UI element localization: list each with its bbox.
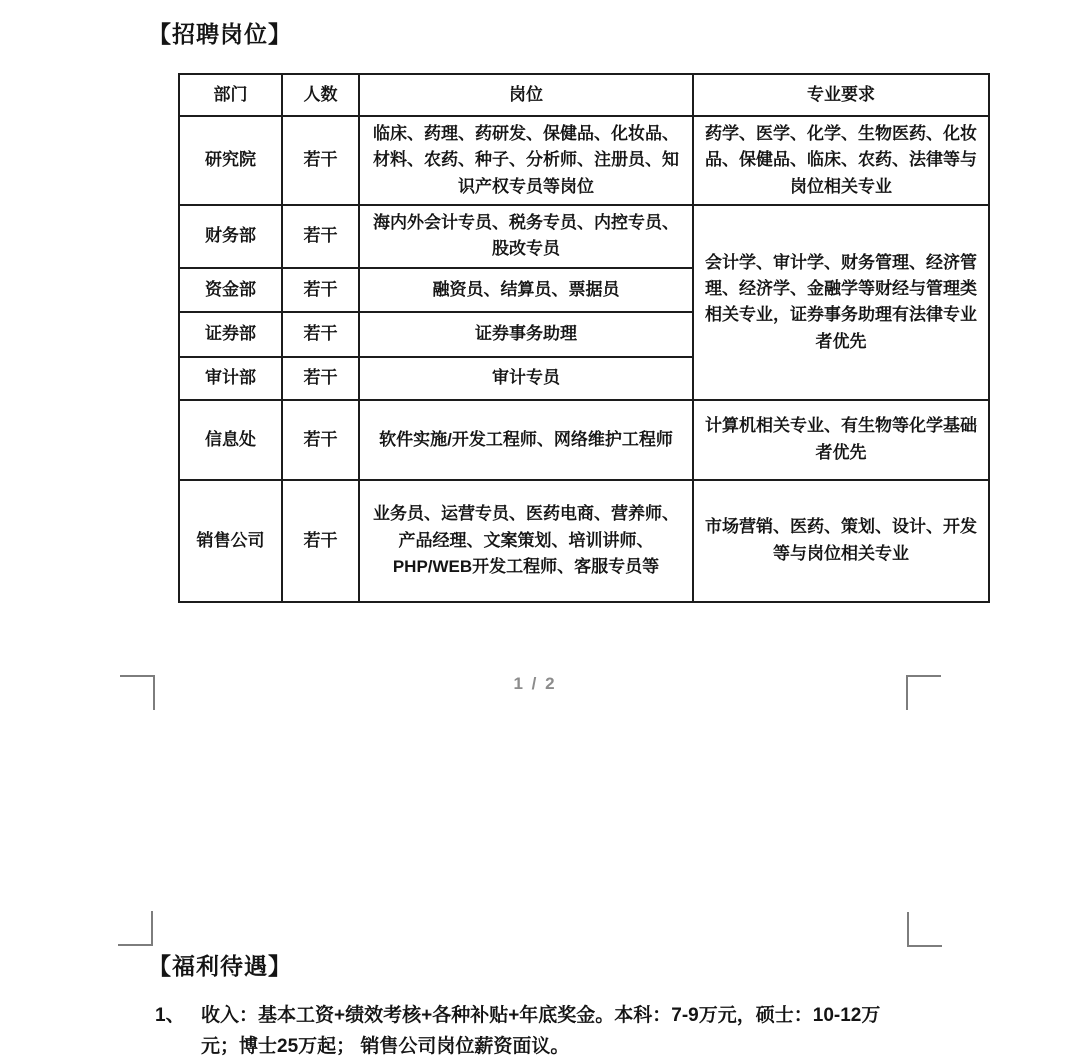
cell-positions: 业务员、运营专员、医药电商、营养师、产品经理、文案策划、培训讲师、PHP/WEB开发工程师、客服专员等	[359, 480, 693, 602]
page2-top-left-margin-mark	[118, 911, 153, 946]
cell-department: 资金部	[179, 268, 282, 312]
cell-positions: 海内外会计专员、税务专员、内控专员、股改专员	[359, 205, 693, 268]
header-headcount: 人数	[282, 74, 359, 116]
header-positions: 岗位	[359, 74, 693, 116]
cell-positions: 证券事务助理	[359, 312, 693, 357]
cell-requirements: 药学、医学、化学、生物医药、化妆品、保健品、临床、农药、法律等与岗位相关专业	[693, 116, 989, 205]
page2-top-right-margin-mark	[907, 912, 942, 947]
cell-headcount: 若干	[282, 268, 359, 312]
header-department: 部门	[179, 74, 282, 116]
cell-positions: 审计专员	[359, 357, 693, 400]
cell-positions: 软件实施/开发工程师、网络维护工程师	[359, 400, 693, 480]
list-item-text: 收入：基本工资+绩效考核+各种补贴+年底奖金。本科：7-9万元，硕士：10-12万元；博士25万起； 销售公司岗位薪资面议。	[201, 1005, 881, 1057]
table-header-row	[179, 74, 989, 116]
table-row	[179, 400, 989, 480]
cell-department: 财务部	[179, 205, 282, 268]
cell-headcount: 若干	[282, 400, 359, 480]
cell-requirements-merged: 会计学、审计学、财务管理、经济管理、经济学、金融学等财经与管理类相关专业，证券事务助理有法律专业者优先	[693, 205, 989, 400]
cell-department: 研究院	[179, 116, 282, 205]
cell-positions: 融资员、结算员、票据员	[359, 268, 693, 312]
cell-headcount: 若干	[282, 205, 359, 268]
table-row	[179, 480, 989, 602]
page1-bottom-right-margin-mark	[906, 675, 941, 710]
table-row	[179, 116, 989, 205]
cell-headcount: 若干	[282, 116, 359, 205]
page1-bottom-left-margin-mark	[120, 675, 155, 710]
recruit-table	[178, 73, 990, 603]
cell-headcount: 若干	[282, 480, 359, 602]
benefits-list-item	[155, 1000, 915, 1062]
header-requirements: 专业要求	[693, 74, 989, 116]
cell-headcount: 若干	[282, 357, 359, 400]
table-row	[179, 205, 989, 268]
cell-department: 审计部	[179, 357, 282, 400]
page-number: 1 / 2	[513, 674, 557, 693]
cell-department: 证券部	[179, 312, 282, 357]
cell-requirements: 计算机相关专业、有生物等化学基础者优先	[693, 400, 989, 480]
cell-headcount: 若干	[282, 312, 359, 357]
cell-department: 销售公司	[179, 480, 282, 602]
recruit-section-title: 【招聘岗位】	[148, 21, 292, 47]
cell-department: 信息处	[179, 400, 282, 480]
cell-requirements: 市场营销、医药、策划、设计、开发等与岗位相关专业	[693, 480, 989, 602]
cell-positions: 临床、药理、药研发、保健品、化妆品、材料、农药、种子、分析师、注册员、知识产权专员等岗位	[359, 116, 693, 205]
list-item-number: 1、	[155, 1005, 185, 1026]
benefits-section-title: 【福利待遇】	[148, 953, 292, 979]
